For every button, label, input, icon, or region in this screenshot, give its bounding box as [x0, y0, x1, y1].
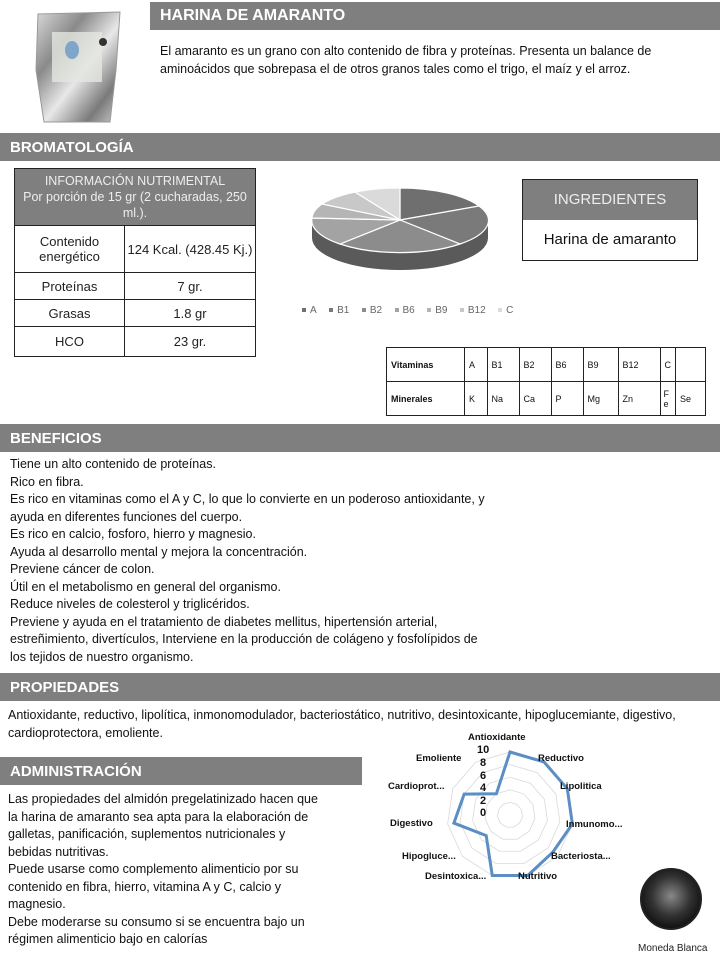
list-item: Es rico en vitaminas como el A y C, lo que lo convierte en un poderoso antioxidante, y [10, 492, 485, 506]
radar-tick: 2 [480, 795, 487, 807]
minerals-label: Minerales [387, 382, 465, 416]
nutrition-table-header [15, 169, 256, 226]
legend-item: B1 [329, 305, 349, 316]
radar-label: Reductivo [538, 753, 584, 764]
row-label: Contenido energético [15, 226, 125, 273]
vitamin-cell [676, 348, 706, 382]
legend-item: B2 [362, 305, 382, 316]
text-line: bebidas nutritivas. [8, 844, 109, 859]
section-title: ADMINISTRACIÓN [10, 762, 142, 780]
section-bar-beneficios [0, 424, 720, 452]
radar-label: Nutritivo [518, 871, 558, 882]
brand-name: Moneda Blanca [638, 943, 708, 954]
ingredients-title: INGREDIENTES [523, 180, 697, 220]
text-line: régimen alimenticio bajo en calorías [8, 932, 208, 946]
vitamin-pie-chart [300, 180, 500, 280]
table-row [15, 327, 256, 357]
product-description: El amaranto es un grano con alto contenido de fibra y proteínas. Presenta un balance de aminoácidos que sobrepasa el de otros granos tales como el trigo, el maíz y el arroz. [160, 44, 652, 76]
legend-item: A [302, 305, 317, 316]
list-item: los tejidos de nuestro organismo. [10, 649, 194, 664]
list-item: Rico en fibra. [10, 474, 84, 489]
properties-radar-chart [380, 730, 630, 890]
vitamins-row [387, 348, 706, 382]
ingredients-value: Harina de amaranto [543, 231, 677, 248]
radar-label: Hipogluce... [402, 851, 456, 862]
text-line: galletas, panificación, suplementos nutricionales y [8, 827, 286, 841]
radar-label: Cardioprot... [388, 781, 445, 792]
section-bar-administracion [0, 757, 362, 785]
radar-label: Inmunomo... [566, 819, 623, 830]
legend-item: B9 [427, 305, 447, 316]
section-bar-bromatologia [0, 133, 720, 161]
row-label: Proteínas [15, 273, 125, 300]
row-value: 7 gr. [125, 273, 256, 300]
mineral-cell: Na [487, 382, 519, 416]
text-line: magnesio. [8, 897, 66, 911]
radar-tick: 0 [480, 807, 487, 819]
table-row [15, 226, 256, 273]
radar-label: Antioxidante [468, 732, 526, 743]
list-item: Útil en el metabolismo en general del organismo. [10, 579, 281, 594]
text-line: Las propiedades del almidón pregelatinizado hacen que [8, 792, 318, 806]
list-item: Tiene un alto contenido de proteínas. [10, 457, 216, 471]
mineral-cell: Fe [660, 382, 676, 416]
vitamin-cell: B6 [551, 348, 583, 382]
radar-label: Digestivo [390, 818, 433, 829]
list-item: Previene cáncer de colon. [10, 562, 155, 576]
vitamin-cell: B12 [618, 348, 660, 382]
vitamins-minerals-table [386, 347, 706, 416]
vitamin-cell: B2 [519, 348, 551, 382]
vitamin-cell: C [660, 348, 676, 382]
legend-item: C [498, 305, 513, 316]
vitamin-cell: B9 [583, 348, 618, 382]
section-title: BENEFICIOS [10, 429, 102, 447]
text-line: contenido en fibra, hierro, vitamina A y C, calcio y [8, 879, 282, 894]
page-title: HARINA DE AMARANTO [160, 7, 346, 24]
radar-tick: 6 [480, 770, 487, 782]
mineral-cell: K [465, 382, 488, 416]
nutrition-header-line2: Por porción de 15 gr (2 cucharadas, 250 ml.). [23, 190, 247, 220]
list-item: estreñimiento, divertículos, Interviene en la producción de colágeno y fosfolípidos de [10, 632, 478, 646]
radar-label: Lipolitica [560, 781, 602, 792]
list-item: Ayuda al desarrollo mental y mejora la concentración. [10, 544, 308, 559]
section-title: BROMATOLOGÍA [10, 138, 134, 156]
list-item: Previene y ayuda en el tratamiento de diabetes mellitus, hipertensión arterial, [10, 614, 438, 629]
table-row [15, 300, 256, 327]
row-label: Grasas [15, 300, 125, 327]
nutrition-header-line1: INFORMACIÓN NUTRIMENTAL [44, 174, 226, 188]
mineral-cell: P [551, 382, 583, 416]
radar-label: Emoliente [416, 753, 462, 764]
radar-tick: 10 [477, 744, 490, 756]
mineral-cell: Mg [583, 382, 618, 416]
product-image [30, 10, 125, 125]
legend-item: B6 [395, 305, 415, 316]
list-item: Es rico en calcio, fosforo, hierro y magnesio. [10, 527, 256, 541]
row-value: 23 gr. [125, 327, 256, 357]
radar-tick: 4 [480, 782, 487, 794]
row-value: 1.8 gr [125, 300, 256, 327]
pie-legend [302, 300, 522, 318]
text-line: la harina de amaranto sea apta para la elaboración de [8, 809, 309, 824]
nutrition-table [14, 168, 256, 357]
vitamins-label: Vitaminas [387, 348, 465, 382]
vitamin-cell: A [465, 348, 488, 382]
administracion-text [8, 791, 368, 949]
table-row [15, 273, 256, 300]
beneficios-list [10, 456, 550, 666]
radar-label: Desintoxica... [425, 871, 487, 882]
row-label: HCO [15, 327, 125, 357]
section-title: PROPIEDADES [10, 678, 120, 696]
text-line: Puede usarse como complemento alimenticio por su [8, 862, 299, 876]
mineral-cell: Zn [618, 382, 660, 416]
brand-logo [640, 868, 702, 930]
list-item: Reduce niveles de colesterol y triglicéridos. [10, 597, 250, 611]
mineral-cell: Se [676, 382, 706, 416]
section-bar-propiedades [0, 673, 720, 701]
text-line: Debe moderarse su consumo si se encuentra bajo un [8, 914, 305, 929]
row-value: 124 Kcal. (428.45 Kj.) [125, 226, 256, 273]
radar-tick: 8 [480, 757, 487, 769]
title-bar [150, 2, 720, 30]
minerals-row [387, 382, 706, 416]
legend-item: B12 [460, 305, 486, 316]
mineral-cell: Ca [519, 382, 551, 416]
ingredients-box [522, 179, 698, 261]
list-item: ayuda en diferentes funciones del cuerpo. [10, 509, 243, 524]
radar-label: Bacteriosta... [551, 851, 611, 862]
propiedades-text: Antioxidante, reductivo, lipolítica, inmonomodulador, bacteriostático, nutritivo, desintoxicante, hipoglucemiante, digestivo, cardioprotectora, emoliente. [8, 708, 676, 740]
vitamin-cell: B1 [487, 348, 519, 382]
